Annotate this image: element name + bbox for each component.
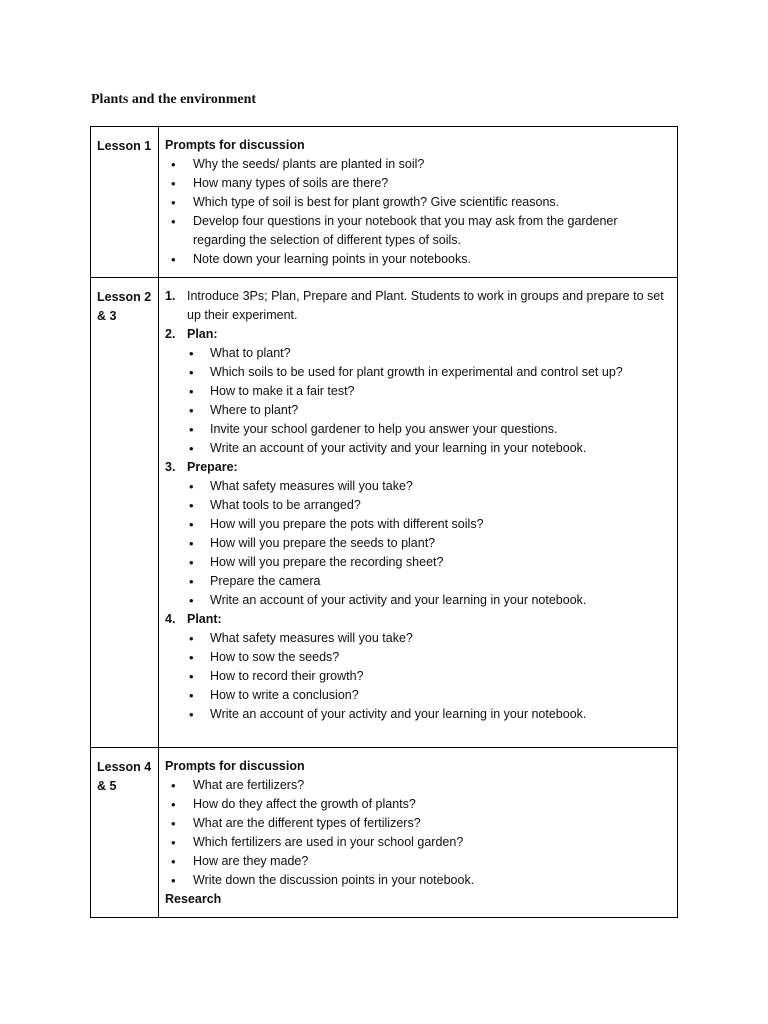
lesson-label: Lesson 4 & 5	[91, 748, 159, 918]
step-item	[165, 287, 671, 325]
list-item: • How are they made?	[165, 852, 671, 871]
lesson-content	[159, 278, 678, 748]
lesson-content	[159, 127, 678, 278]
lesson-label: Lesson 1	[91, 127, 159, 278]
prompt-list	[165, 155, 671, 269]
step-list	[165, 287, 671, 724]
list-item: • How to record their growth?	[187, 667, 671, 686]
list-item: • Write an account of your activity and your learning in your notebook.	[187, 591, 671, 610]
step-label: Plan:	[187, 327, 218, 341]
research-heading: Research	[165, 892, 222, 906]
lesson-row	[91, 748, 678, 918]
list-item: • How do they affect the growth of plants?	[165, 795, 671, 814]
list-item: • How to make it a fair test?	[187, 382, 671, 401]
list-item: • How to write a conclusion?	[187, 686, 671, 705]
list-item: • Which fertilizers are used in your school garden?	[165, 833, 671, 852]
list-item: • Write down the discussion points in your notebook.	[165, 871, 671, 890]
list-item: • How to sow the seeds?	[187, 648, 671, 667]
list-item: • How will you prepare the pots with different soils?	[187, 515, 671, 534]
prompt-list	[165, 776, 671, 890]
list-item: • What safety measures will you take?	[187, 477, 671, 496]
list-item: • Which soils to be used for plant growth in experimental and control set up?	[187, 363, 671, 382]
step-label: Plant:	[187, 612, 222, 626]
list-item: • How will you prepare the seeds to plant?	[187, 534, 671, 553]
step-number: 4.	[165, 612, 176, 626]
prompts-heading: Prompts for discussion	[165, 759, 305, 773]
list-item: • What are the different types of fertilizers?	[165, 814, 671, 833]
lesson-table	[90, 126, 678, 918]
list-item: • How many types of soils are there?	[165, 174, 671, 193]
list-item: • Write an account of your activity and your learning in your notebook.	[187, 439, 671, 458]
step-item	[165, 458, 671, 610]
list-item: • Write an account of your activity and your learning in your notebook.	[187, 705, 671, 724]
step-text: Introduce 3Ps; Plan, Prepare and Plant. Students to work in groups and prepare to set up their experiment.	[187, 289, 664, 322]
step-number: 2.	[165, 327, 176, 341]
step-number: 3.	[165, 460, 176, 474]
list-item: • Which type of soil is best for plant growth? Give scientific reasons.	[165, 193, 671, 212]
list-item: • How will you prepare the recording sheet?	[187, 553, 671, 572]
step-number: 1.	[165, 289, 176, 303]
prepare-list	[187, 477, 671, 610]
list-item: • Prepare the camera	[187, 572, 671, 591]
step-item	[165, 325, 671, 458]
list-item: • Why the seeds/ plants are planted in soil?	[165, 155, 671, 174]
list-item: • What are fertilizers?	[165, 776, 671, 795]
list-item: • Invite your school gardener to help you answer your questions.	[187, 420, 671, 439]
step-label: Prepare:	[187, 460, 238, 474]
plan-list	[187, 344, 671, 458]
list-item: • Where to plant?	[187, 401, 671, 420]
list-item: • What safety measures will you take?	[187, 629, 671, 648]
prompts-heading: Prompts for discussion	[165, 138, 305, 152]
list-item: • What to plant?	[187, 344, 671, 363]
list-item: • Develop four questions in your notebook that you may ask from the gardener regarding the selection of different types of soils.	[165, 212, 671, 250]
list-item: • What tools to be arranged?	[187, 496, 671, 515]
step-item	[165, 610, 671, 724]
lesson-row	[91, 278, 678, 748]
lesson-content	[159, 748, 678, 918]
lesson-row	[91, 127, 678, 278]
plant-list	[187, 629, 671, 724]
list-item: • Note down your learning points in your notebooks.	[165, 250, 671, 269]
lesson-label: Lesson 2 & 3	[91, 278, 159, 748]
page-title: Plants and the environment	[91, 92, 257, 107]
